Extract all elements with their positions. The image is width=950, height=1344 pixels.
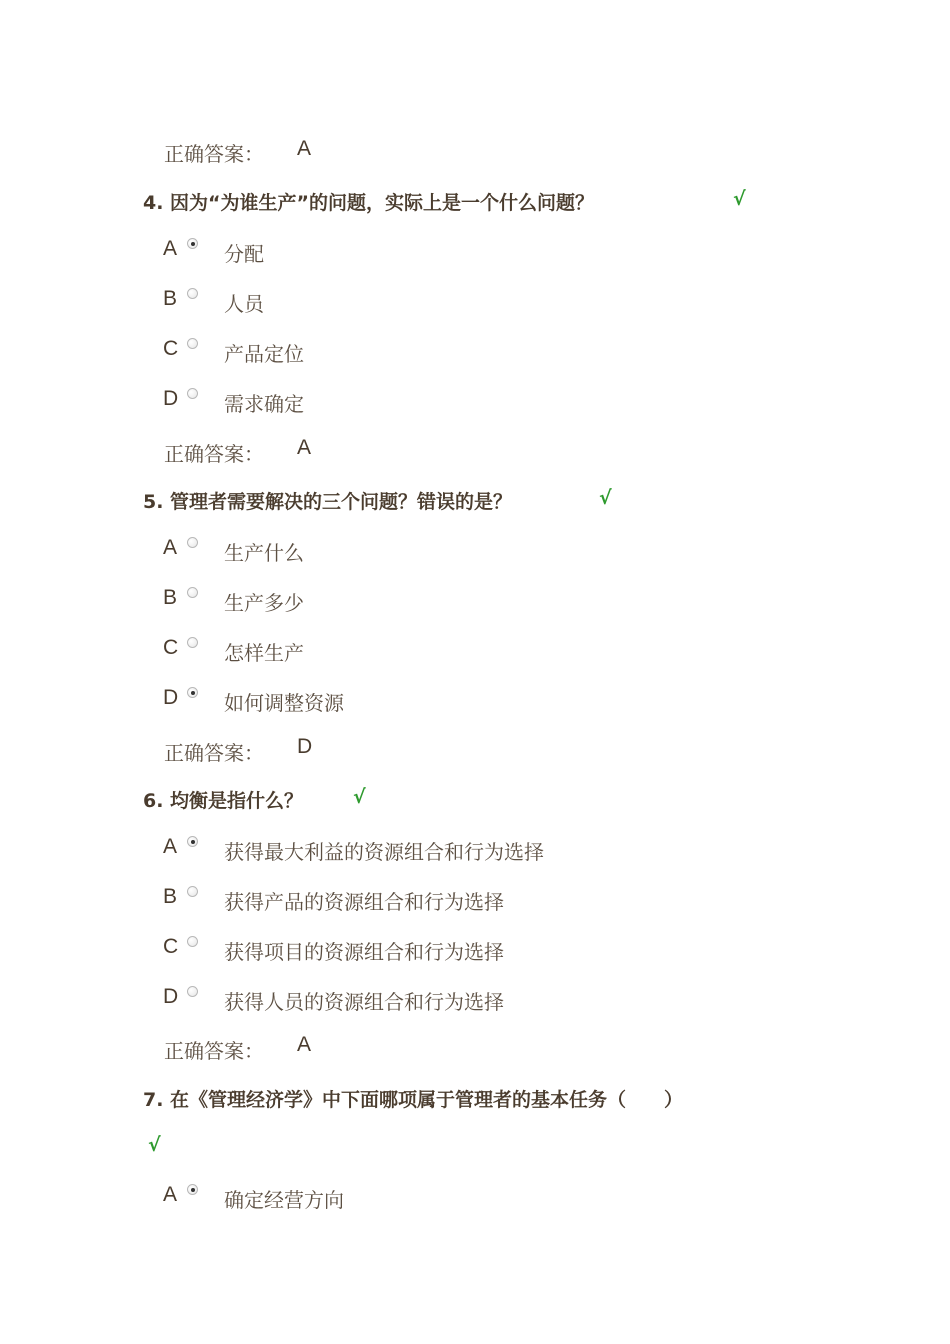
correct-answer-label: 正确答案：: [164, 1039, 264, 1063]
correct-answer-value: A: [297, 1033, 312, 1056]
question-4-title: 4. 因为“为谁生产”的问题，实际上是一个什么问题？: [143, 192, 595, 214]
option-letter: B: [163, 586, 178, 609]
radio-button[interactable]: [187, 637, 198, 648]
radio-button[interactable]: [187, 936, 198, 947]
correct-answer-value: A: [297, 137, 312, 160]
correct-check-icon: √: [353, 786, 366, 808]
option-letter: C: [163, 636, 179, 659]
radio-button[interactable]: [187, 338, 198, 349]
radio-button-selected[interactable]: [187, 687, 198, 698]
option-text: 产品定位: [224, 342, 304, 366]
correct-answer-value: D: [297, 735, 313, 758]
option-letter: A: [163, 237, 178, 260]
option-text: 生产多少: [224, 591, 304, 615]
option-letter: D: [163, 686, 179, 709]
radio-button[interactable]: [187, 986, 198, 997]
option-text: 怎样生产: [224, 641, 304, 665]
question-6-title: 6. 均衡是指什么？: [143, 790, 304, 812]
option-text: 获得人员的资源组合和行为选择: [224, 990, 504, 1014]
radio-button[interactable]: [187, 388, 198, 399]
option-letter: B: [163, 885, 178, 908]
radio-button[interactable]: [187, 886, 198, 897]
radio-button[interactable]: [187, 537, 198, 548]
option-letter: A: [163, 835, 178, 858]
radio-button[interactable]: [187, 587, 198, 598]
radio-button-selected[interactable]: [187, 238, 198, 249]
option-letter: D: [163, 985, 179, 1008]
correct-check-icon: √: [148, 1134, 161, 1156]
correct-check-icon: √: [733, 188, 746, 210]
option-text: 分配: [224, 242, 264, 266]
option-text: 人员: [224, 292, 264, 316]
radio-button[interactable]: [187, 288, 198, 299]
correct-answer-label: 正确答案：: [164, 442, 264, 466]
option-letter: A: [163, 536, 178, 559]
correct-answer-label: 正确答案：: [164, 741, 264, 765]
option-text: 获得产品的资源组合和行为选择: [224, 890, 504, 914]
option-letter: B: [163, 287, 178, 310]
option-text: 如何调整资源: [224, 691, 344, 715]
option-letter: D: [163, 387, 179, 410]
option-letter: C: [163, 337, 179, 360]
option-text: 获得项目的资源组合和行为选择: [224, 940, 504, 964]
correct-check-icon: √: [599, 487, 612, 509]
option-text: 需求确定: [224, 392, 304, 416]
option-text: 生产什么: [224, 541, 304, 565]
correct-answer-label: 正确答案：: [164, 142, 264, 166]
option-letter: C: [163, 935, 179, 958]
radio-button-selected[interactable]: [187, 1184, 198, 1195]
question-5-title: 5. 管理者需要解决的三个问题？错误的是？: [143, 491, 513, 513]
option-letter: A: [163, 1183, 178, 1206]
option-text: 确定经营方向: [224, 1188, 344, 1212]
radio-button-selected[interactable]: [187, 836, 198, 847]
correct-answer-value: A: [297, 436, 312, 459]
question-7-title: 7. 在《管理经济学》中下面哪项属于管理者的基本任务（ ）: [143, 1089, 684, 1111]
option-text: 获得最大利益的资源组合和行为选择: [224, 840, 544, 864]
